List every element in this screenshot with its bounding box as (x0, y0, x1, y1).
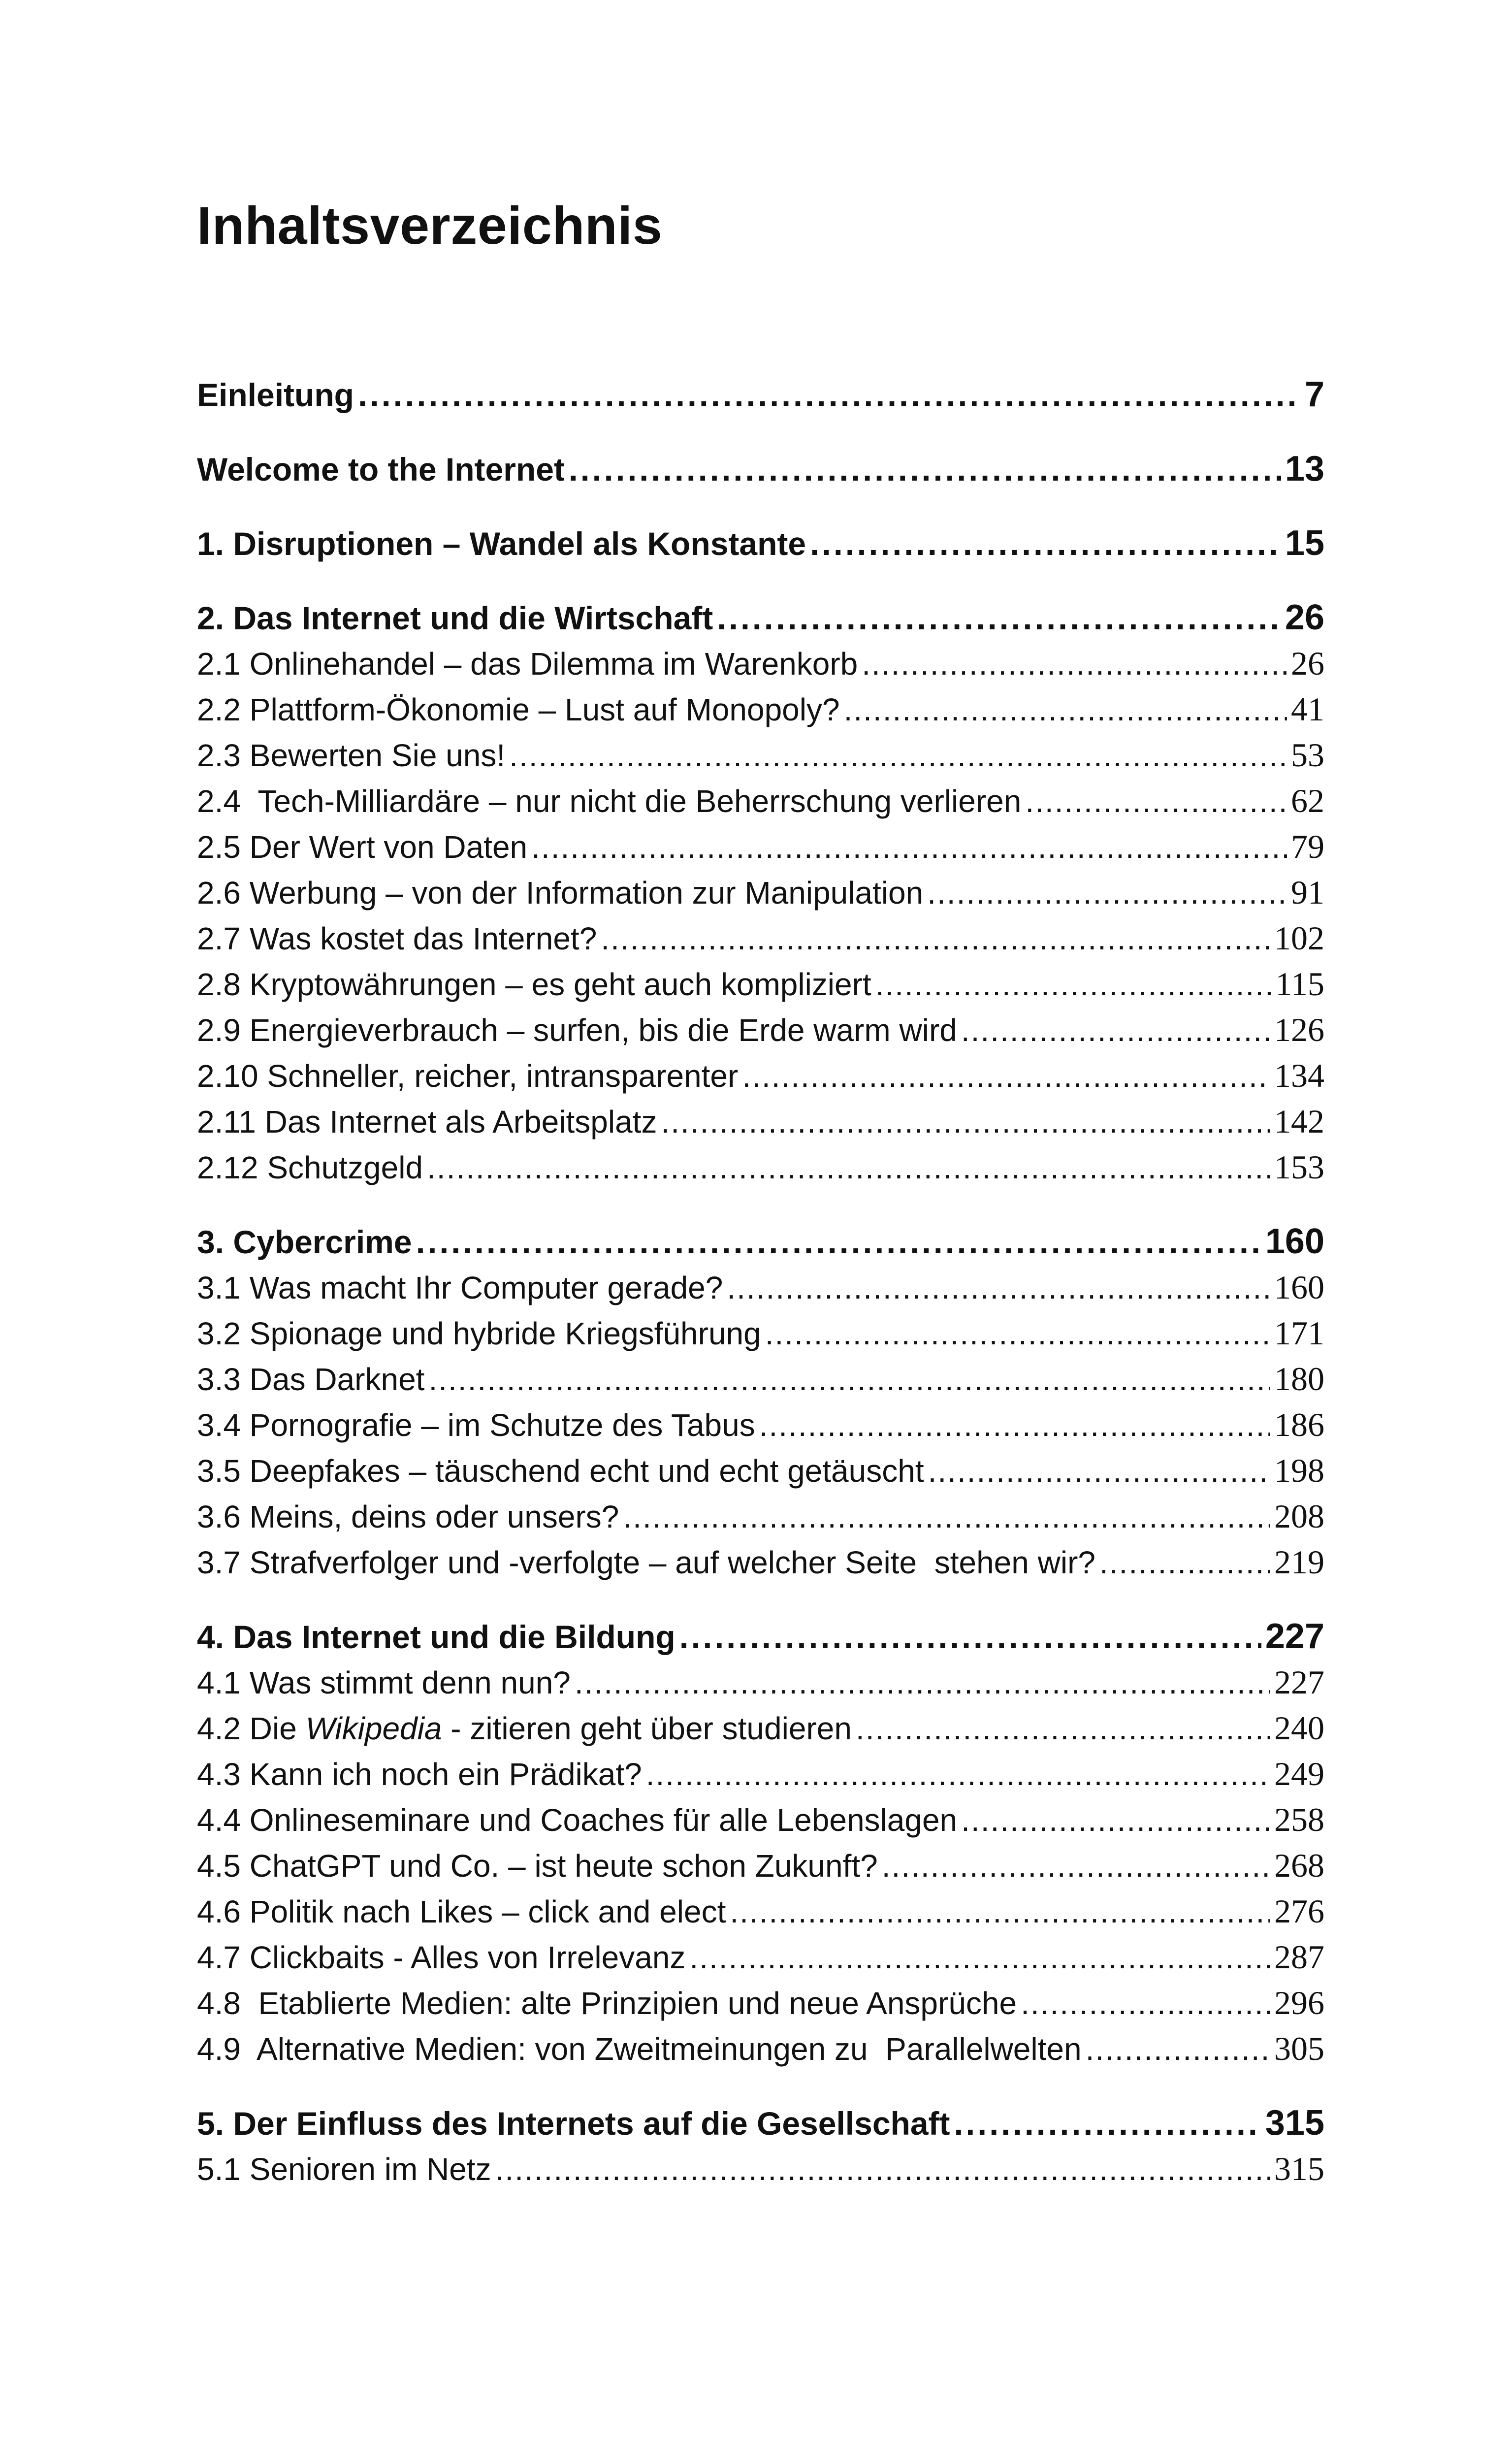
dot-leader (569, 447, 1281, 492)
toc-section[interactable] (197, 1705, 1324, 1751)
toc-label: 4.4 Onlineseminare und Coaches für alle Lebenslagen (197, 1802, 958, 1838)
toc-section[interactable] (197, 824, 1324, 870)
toc-section[interactable] (197, 1660, 1324, 1705)
toc-label: 2.6 Werbung – von der Information zur Manipulation (197, 875, 924, 911)
toc-page-number: 15 (1285, 523, 1324, 563)
dot-leader (844, 687, 1287, 732)
toc-chapter[interactable] (197, 372, 1324, 418)
toc-page-number: 315 (1274, 2150, 1324, 2187)
document-page (197, 0, 1324, 2443)
toc-section[interactable] (197, 1265, 1324, 1310)
toc-label: 4.8 Etablierte Medien: alte Prinzipien und neue Ansprüche (197, 1986, 1017, 2021)
dot-leader (575, 1660, 1270, 1705)
toc-label: 3.2 Spionage und hybride Kriegsführung (197, 1316, 761, 1351)
toc-page-number: 171 (1274, 1314, 1324, 1352)
toc-label: 2.11 Das Internet als Arbeitsplatz (197, 1104, 657, 1140)
toc-label: 5. Der Einfluss des Internets auf die Gesellschaft (197, 2105, 950, 2142)
dot-leader (717, 595, 1281, 641)
toc-page-number: 91 (1291, 874, 1324, 911)
toc-section[interactable] (197, 732, 1324, 778)
toc-page-number: 315 (1265, 2103, 1324, 2143)
page-title: Inhaltsverzeichnis (197, 195, 663, 255)
toc-label: 2.5 Der Wert von Daten (197, 829, 528, 865)
toc-section[interactable] (197, 1751, 1324, 1797)
dot-leader (416, 1219, 1261, 1265)
toc-chapter[interactable] (197, 521, 1324, 566)
toc-section[interactable] (197, 1889, 1324, 1934)
toc-section[interactable] (197, 1053, 1324, 1099)
toc-page-number: 62 (1291, 782, 1324, 819)
toc-label: 3.7 Strafverfolger und -verfolgte – auf welcher Seite stehen wir? (197, 1545, 1095, 1580)
toc-page-number: 153 (1274, 1148, 1324, 1186)
toc-label: 3.5 Deepfakes – täuschend echt und echt getäuscht (197, 1453, 924, 1489)
dot-leader (689, 1935, 1270, 1980)
toc-label: 2.1 Onlinehandel – das Dilemma im Warenkorb (197, 646, 858, 682)
toc-page-number: 258 (1274, 1801, 1324, 1838)
dot-leader (531, 824, 1287, 870)
toc-label: 3.1 Was macht Ihr Computer gerade? (197, 1270, 723, 1305)
toc-page-number: 305 (1274, 2030, 1324, 2067)
dot-leader (601, 916, 1270, 961)
toc-chapter[interactable] (197, 1219, 1324, 1265)
dot-leader (427, 1145, 1270, 1190)
toc-label: 5.1 Senioren im Netz (197, 2151, 491, 2187)
dot-leader (495, 2147, 1270, 2192)
dot-leader (1099, 1540, 1270, 1585)
dot-leader (1025, 779, 1287, 824)
toc-chapter[interactable] (197, 595, 1324, 641)
toc-page-number: 186 (1274, 1406, 1324, 1443)
toc-section[interactable] (197, 1980, 1324, 2026)
dot-leader (759, 1402, 1270, 1448)
toc-label: 2.7 Was kostet das Internet? (197, 921, 597, 956)
toc-page-number: 26 (1291, 645, 1324, 682)
toc-page-number: 249 (1274, 1755, 1324, 1792)
dot-leader (961, 1797, 1270, 1843)
toc-chapter[interactable] (197, 446, 1324, 492)
dot-leader (646, 1752, 1270, 1797)
dot-leader (882, 1843, 1270, 1889)
toc-page-number: 126 (1274, 1011, 1324, 1048)
toc-section[interactable] (197, 1494, 1324, 1539)
toc-page-number: 7 (1304, 375, 1324, 414)
toc-page-number: 219 (1274, 1543, 1324, 1581)
toc-section[interactable] (197, 961, 1324, 1007)
dot-leader (727, 1265, 1270, 1310)
toc-label: 2.9 Energieverbrauch – surfen, bis die Erde warm wird (197, 1012, 957, 1048)
toc-page-number: 79 (1291, 828, 1324, 865)
toc-label: 2.8 Kryptowährungen – es geht auch kompliziert (197, 967, 871, 1002)
toc-section[interactable] (197, 1402, 1324, 1448)
toc-page-number: 142 (1274, 1103, 1324, 1140)
toc-label: Einleitung (197, 377, 354, 413)
toc-section[interactable] (197, 870, 1324, 915)
toc-label: 4.9 Alternative Medien: von Zweitmeinungen zu Parallelwelten (197, 2031, 1082, 2067)
toc-label-italic: Wikipedia (305, 1711, 442, 1746)
toc-page-number: 180 (1274, 1360, 1324, 1398)
dot-leader (358, 372, 1301, 418)
table-of-contents (197, 372, 1324, 2192)
dot-leader (810, 521, 1281, 566)
toc-page-number: 13 (1285, 449, 1324, 489)
toc-page-number: 276 (1274, 1892, 1324, 1930)
toc-section[interactable] (197, 1007, 1324, 1053)
dot-leader (1021, 1981, 1270, 2026)
toc-label: 3. Cybercrime (197, 1224, 412, 1260)
toc-page-number: 160 (1274, 1269, 1324, 1306)
dot-leader (961, 1008, 1270, 1053)
toc-section[interactable] (197, 2146, 1324, 2192)
toc-label: 2.10 Schneller, reicher, intransparenter (197, 1058, 739, 1094)
dot-leader (856, 1706, 1270, 1751)
toc-page-number: 227 (1274, 1663, 1324, 1701)
toc-label: 1. Disruptionen – Wandel als Konstante (197, 525, 806, 562)
dot-leader (623, 1494, 1270, 1539)
toc-chapter[interactable] (197, 1614, 1324, 1660)
toc-label (197, 1706, 852, 1751)
toc-label-prefix: 4.2 Die (197, 1711, 306, 1746)
toc-page-number: 208 (1274, 1498, 1324, 1535)
toc-page-number: 134 (1274, 1057, 1324, 1094)
toc-label-suffix: - zitieren geht über studieren (442, 1711, 852, 1746)
toc-label: 3.6 Meins, deins oder unsers? (197, 1499, 619, 1534)
toc-section[interactable] (197, 778, 1324, 824)
dot-leader (765, 1311, 1270, 1356)
toc-page-number: 115 (1275, 965, 1324, 1003)
dot-leader (928, 1448, 1270, 1494)
toc-label: 2.2 Plattform-Ökonomie – Lust auf Monopoly? (197, 692, 840, 727)
toc-page-number: 227 (1265, 1617, 1324, 1656)
dot-leader (927, 870, 1287, 915)
toc-section[interactable] (197, 1310, 1324, 1356)
toc-label: Welcome to the Internet (197, 451, 565, 488)
toc-label: 4.6 Politik nach Likes – click and elect (197, 1894, 726, 1929)
toc-section[interactable] (197, 1099, 1324, 1144)
toc-page-number: 41 (1291, 690, 1324, 728)
dot-leader (428, 1357, 1270, 1402)
toc-label: 2. Das Internet und die Wirtschaft (197, 600, 713, 636)
toc-section[interactable] (197, 1539, 1324, 1585)
toc-page-number: 198 (1274, 1452, 1324, 1489)
toc-label: 4.5 ChatGPT und Co. – ist heute schon Zukunft? (197, 1848, 878, 1884)
toc-section[interactable] (197, 915, 1324, 961)
toc-page-number: 240 (1274, 1709, 1324, 1747)
toc-page-number: 102 (1274, 919, 1324, 957)
toc-page-number: 287 (1274, 1938, 1324, 1976)
toc-page-number: 26 (1285, 598, 1324, 637)
toc-section[interactable] (197, 641, 1324, 686)
dot-leader (1086, 2026, 1270, 2072)
toc-label: 2.12 Schutzgeld (197, 1150, 423, 1185)
dot-leader (875, 962, 1272, 1007)
dot-leader (661, 1099, 1270, 1144)
dot-leader (509, 733, 1287, 778)
toc-label: 2.3 Bewerten Sie uns! (197, 738, 506, 773)
toc-label: 2.4 Tech-Milliardäre – nur nicht die Beherrschung verlieren (197, 783, 1022, 819)
toc-chapter[interactable] (197, 2100, 1324, 2146)
dot-leader (954, 2101, 1261, 2146)
toc-label: 4.7 Clickbaits - Alles von Irrelevanz (197, 1940, 686, 1975)
toc-label: 4. Das Internet und die Bildung (197, 1619, 676, 1655)
toc-section[interactable] (197, 1356, 1324, 1402)
toc-section[interactable] (197, 2026, 1324, 2072)
dot-leader (742, 1053, 1270, 1099)
toc-label: 3.4 Pornografie – im Schutze des Tabus (197, 1407, 755, 1443)
toc-page-number: 268 (1274, 1847, 1324, 1884)
toc-page-number: 296 (1274, 1984, 1324, 2021)
toc-page-number: 53 (1291, 736, 1324, 774)
dot-leader (862, 641, 1287, 686)
dot-leader (679, 1614, 1261, 1660)
toc-label: 4.3 Kann ich noch ein Prädikat? (197, 1757, 642, 1792)
toc-section[interactable] (197, 1144, 1324, 1190)
toc-label: 4.1 Was stimmt denn nun? (197, 1665, 571, 1700)
toc-section[interactable] (197, 1843, 1324, 1889)
toc-page-number: 160 (1265, 1222, 1324, 1261)
toc-section[interactable] (197, 1448, 1324, 1494)
dot-leader (730, 1889, 1270, 1934)
toc-section[interactable] (197, 1934, 1324, 1980)
toc-label: 3.3 Das Darknet (197, 1362, 425, 1397)
toc-section[interactable] (197, 686, 1324, 732)
toc-section[interactable] (197, 1797, 1324, 1843)
